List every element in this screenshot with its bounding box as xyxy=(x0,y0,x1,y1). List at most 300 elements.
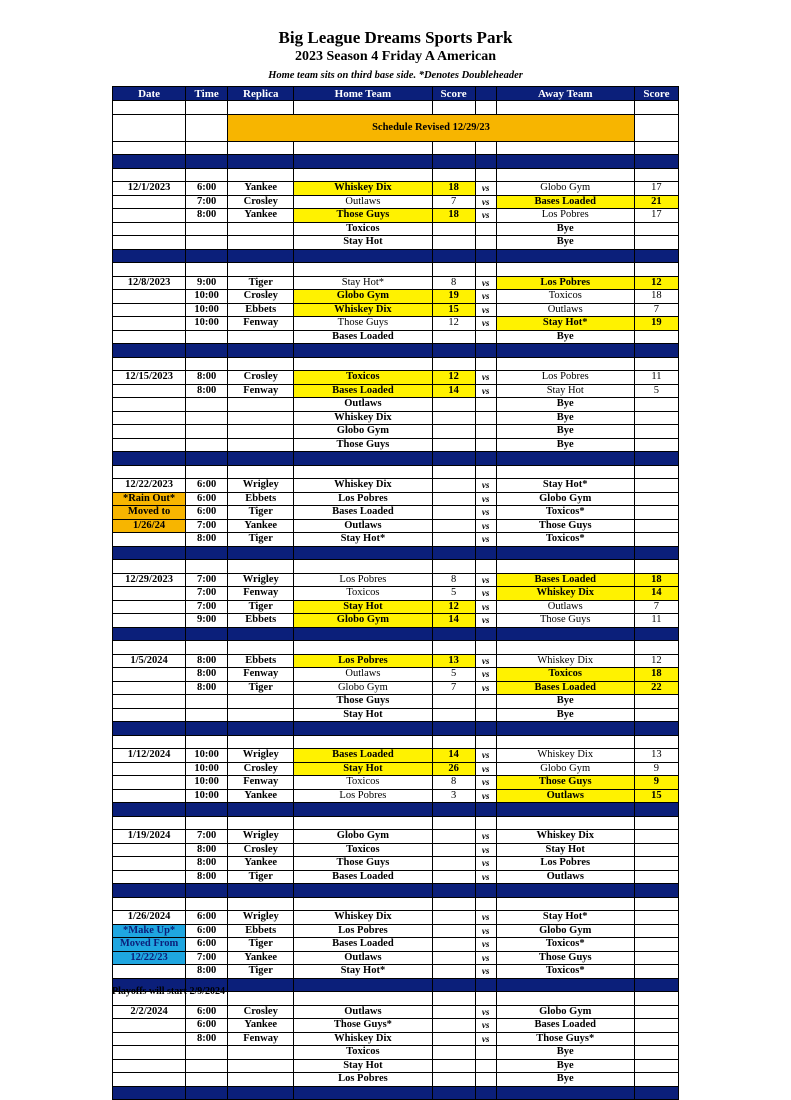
home-team-cell: Stay Hot xyxy=(294,600,432,614)
vs-cell: vs xyxy=(475,965,496,979)
home-team-cell: Toxicos xyxy=(294,587,432,601)
away-score-cell: 15 xyxy=(634,789,678,803)
away-score-cell xyxy=(634,1046,678,1060)
home-score-cell: 14 xyxy=(432,384,475,398)
date-cell xyxy=(113,195,186,209)
separator-cell xyxy=(496,249,634,263)
home-score-cell xyxy=(432,236,475,250)
home-team-cell: Stay Hot xyxy=(294,708,432,722)
separator-cell xyxy=(186,1086,228,1100)
home-score-cell: 5 xyxy=(432,587,475,601)
home-team-cell: Globo Gym xyxy=(294,830,432,844)
away-team-cell: Bases Loaded xyxy=(496,1019,634,1033)
away-team-cell: Whiskey Dix xyxy=(496,749,634,763)
replica-cell: Crosley xyxy=(228,1005,294,1019)
home-score-cell xyxy=(432,708,475,722)
game-row xyxy=(113,654,679,668)
home-score-cell: 7 xyxy=(432,195,475,209)
date-cell xyxy=(113,708,186,722)
home-team-cell: Los Pobres xyxy=(294,789,432,803)
away-team-cell: Those Guys xyxy=(496,614,634,628)
replica-cell xyxy=(228,1059,294,1073)
time-cell: 6:00 xyxy=(186,506,228,520)
away-score-cell xyxy=(634,506,678,520)
home-team-cell: Los Pobres xyxy=(294,492,432,506)
away-team-cell: Bye xyxy=(496,1059,634,1073)
away-score-cell xyxy=(634,330,678,344)
vs-cell: vs xyxy=(475,276,496,290)
vs-cell: vs xyxy=(475,371,496,385)
game-row xyxy=(113,1073,679,1087)
separator-cell xyxy=(228,249,294,263)
separator-cell xyxy=(294,1086,432,1100)
away-team-cell: Whiskey Dix xyxy=(496,654,634,668)
away-score-cell: 18 xyxy=(634,668,678,682)
home-score-cell: 15 xyxy=(432,303,475,317)
time-cell: 8:00 xyxy=(186,857,228,871)
away-team-cell: Los Pobres xyxy=(496,276,634,290)
separator-cell xyxy=(113,155,186,169)
time-cell xyxy=(186,1073,228,1087)
replica-cell: Yankee xyxy=(228,209,294,223)
game-row xyxy=(113,182,679,196)
replica-cell xyxy=(228,708,294,722)
separator-cell xyxy=(294,344,432,358)
date-cell xyxy=(113,1046,186,1060)
home-score-cell xyxy=(432,951,475,965)
col-header-date: Date xyxy=(113,87,186,101)
vs-cell: vs xyxy=(475,573,496,587)
home-team-cell: Outlaws xyxy=(294,195,432,209)
time-cell: 7:00 xyxy=(186,951,228,965)
separator-cell xyxy=(113,722,186,736)
time-cell xyxy=(186,411,228,425)
away-team-cell: Stay Hot* xyxy=(496,479,634,493)
replica-cell: Tiger xyxy=(228,870,294,884)
time-cell: 8:00 xyxy=(186,533,228,547)
separator-cell xyxy=(496,344,634,358)
replica-cell xyxy=(228,1073,294,1087)
home-score-cell: 14 xyxy=(432,749,475,763)
away-team-cell: Los Pobres xyxy=(496,857,634,871)
separator-cell xyxy=(113,249,186,263)
game-row xyxy=(113,195,679,209)
away-score-cell: 9 xyxy=(634,762,678,776)
vs-cell: vs xyxy=(475,209,496,223)
home-team-cell: Toxicos xyxy=(294,371,432,385)
separator-cell xyxy=(475,1086,496,1100)
replica-cell: Ebbets xyxy=(228,614,294,628)
separator-cell xyxy=(228,1086,294,1100)
away-team-cell: Toxicos* xyxy=(496,965,634,979)
separator-cell xyxy=(186,722,228,736)
time-cell: 6:00 xyxy=(186,182,228,196)
away-score-cell xyxy=(634,1032,678,1046)
time-cell: 8:00 xyxy=(186,843,228,857)
home-team-cell: Bases Loaded xyxy=(294,384,432,398)
separator-cell xyxy=(432,344,475,358)
home-team-cell: Stay Hot xyxy=(294,1059,432,1073)
away-score-cell xyxy=(634,911,678,925)
replica-cell: Tiger xyxy=(228,600,294,614)
game-row xyxy=(113,857,679,871)
replica-cell: Tiger xyxy=(228,681,294,695)
date-cell xyxy=(113,236,186,250)
vs-cell xyxy=(475,398,496,412)
home-team-cell: Toxicos xyxy=(294,222,432,236)
separator-cell xyxy=(634,155,678,169)
time-cell: 10:00 xyxy=(186,303,228,317)
away-team-cell: Those Guys xyxy=(496,951,634,965)
separator-cell xyxy=(228,803,294,817)
home-team-cell: Los Pobres xyxy=(294,924,432,938)
away-score-cell xyxy=(634,479,678,493)
replica-cell: Ebbets xyxy=(228,654,294,668)
away-score-cell: 21 xyxy=(634,195,678,209)
home-team-cell: Those Guys xyxy=(294,209,432,223)
vs-cell: vs xyxy=(475,668,496,682)
home-score-cell: 7 xyxy=(432,681,475,695)
game-row xyxy=(113,708,679,722)
separator-cell xyxy=(432,803,475,817)
separator-cell xyxy=(432,546,475,560)
blank-row xyxy=(113,816,679,830)
away-team-cell: Bases Loaded xyxy=(496,573,634,587)
date-cell xyxy=(113,209,186,223)
date-cell: 12/8/2023 xyxy=(113,276,186,290)
time-cell: 8:00 xyxy=(186,371,228,385)
home-score-cell xyxy=(432,938,475,952)
vs-cell: vs xyxy=(475,195,496,209)
date-cell xyxy=(113,533,186,547)
game-row xyxy=(113,384,679,398)
week-separator-bar xyxy=(113,803,679,817)
replica-cell: Crosley xyxy=(228,371,294,385)
separator-cell xyxy=(294,249,432,263)
schedule-revised-banner: Schedule Revised 12/29/23 xyxy=(228,114,635,141)
vs-cell: vs xyxy=(475,519,496,533)
separator-cell xyxy=(228,627,294,641)
game-row xyxy=(113,533,679,547)
replica-cell: Fenway xyxy=(228,668,294,682)
home-score-cell xyxy=(432,479,475,493)
game-row xyxy=(113,276,679,290)
away-score-cell: 18 xyxy=(634,290,678,304)
vs-cell xyxy=(475,330,496,344)
away-score-cell xyxy=(634,843,678,857)
time-cell xyxy=(186,1059,228,1073)
separator-cell xyxy=(186,452,228,466)
time-cell: 8:00 xyxy=(186,384,228,398)
away-score-cell: 11 xyxy=(634,614,678,628)
schedule-table-container xyxy=(112,86,679,1100)
home-score-cell xyxy=(432,398,475,412)
time-cell xyxy=(186,695,228,709)
time-cell: 7:00 xyxy=(186,573,228,587)
away-team-cell: Bases Loaded xyxy=(496,195,634,209)
separator-cell xyxy=(496,884,634,898)
separator-cell xyxy=(228,155,294,169)
separator-cell xyxy=(228,344,294,358)
time-cell: 10:00 xyxy=(186,290,228,304)
game-row xyxy=(113,398,679,412)
separator-cell xyxy=(186,546,228,560)
separator-cell xyxy=(634,1086,678,1100)
date-cell: 1/26/24 xyxy=(113,519,186,533)
separator-cell xyxy=(475,249,496,263)
game-row xyxy=(113,681,679,695)
week-separator-bar xyxy=(113,722,679,736)
replica-cell: Wrigley xyxy=(228,830,294,844)
home-score-cell xyxy=(432,830,475,844)
away-team-cell: Globo Gym xyxy=(496,1005,634,1019)
replica-cell xyxy=(228,222,294,236)
column-header-row xyxy=(113,87,679,101)
home-team-cell: Globo Gym xyxy=(294,290,432,304)
schedule-body xyxy=(113,101,679,1100)
separator-cell xyxy=(432,249,475,263)
time-cell: 7:00 xyxy=(186,519,228,533)
date-cell xyxy=(113,681,186,695)
separator-cell xyxy=(475,884,496,898)
home-team-cell: Whiskey Dix xyxy=(294,479,432,493)
date-cell xyxy=(113,695,186,709)
game-row xyxy=(113,587,679,601)
separator-cell xyxy=(113,627,186,641)
replica-cell: Fenway xyxy=(228,317,294,331)
away-score-cell xyxy=(634,492,678,506)
date-cell: *Make Up* xyxy=(113,924,186,938)
vs-cell: vs xyxy=(475,776,496,790)
separator-cell xyxy=(634,803,678,817)
time-cell: 6:00 xyxy=(186,911,228,925)
home-team-cell: Outlaws xyxy=(294,951,432,965)
home-team-cell: Outlaws xyxy=(294,668,432,682)
home-team-cell: Whiskey Dix xyxy=(294,303,432,317)
date-cell xyxy=(113,762,186,776)
date-cell: 12/1/2023 xyxy=(113,182,186,196)
separator-cell xyxy=(475,344,496,358)
away-team-cell: Bye xyxy=(496,438,634,452)
home-score-cell: 26 xyxy=(432,762,475,776)
time-cell: 8:00 xyxy=(186,681,228,695)
separator-cell xyxy=(186,155,228,169)
home-score-cell xyxy=(432,506,475,520)
week-separator-bar xyxy=(113,546,679,560)
time-cell xyxy=(186,222,228,236)
game-row xyxy=(113,209,679,223)
replica-cell xyxy=(228,1046,294,1060)
replica-cell: Crosley xyxy=(228,843,294,857)
vs-cell xyxy=(475,425,496,439)
away-team-cell: Toxicos* xyxy=(496,938,634,952)
separator-cell xyxy=(432,722,475,736)
separator-cell xyxy=(475,155,496,169)
date-cell xyxy=(113,411,186,425)
home-score-cell xyxy=(432,924,475,938)
time-cell: 8:00 xyxy=(186,668,228,682)
vs-cell: vs xyxy=(475,749,496,763)
replica-cell xyxy=(228,695,294,709)
home-score-cell: 8 xyxy=(432,776,475,790)
separator-cell xyxy=(432,884,475,898)
away-team-cell: Bye xyxy=(496,1046,634,1060)
date-cell xyxy=(113,1019,186,1033)
away-score-cell xyxy=(634,708,678,722)
week-separator-bar xyxy=(113,249,679,263)
blank-row xyxy=(113,465,679,479)
separator-cell xyxy=(634,978,678,992)
date-cell: 1/26/2024 xyxy=(113,911,186,925)
date-cell: 12/29/2023 xyxy=(113,573,186,587)
home-team-cell: Those Guys* xyxy=(294,1019,432,1033)
game-row xyxy=(113,1059,679,1073)
separator-cell xyxy=(634,627,678,641)
blank-row xyxy=(113,101,679,115)
vs-cell xyxy=(475,411,496,425)
separator-cell xyxy=(432,452,475,466)
separator-cell xyxy=(113,344,186,358)
time-cell xyxy=(186,330,228,344)
vs-cell: vs xyxy=(475,1032,496,1046)
home-score-cell xyxy=(432,1019,475,1033)
away-score-cell xyxy=(634,411,678,425)
vs-cell xyxy=(475,222,496,236)
vs-cell: vs xyxy=(475,182,496,196)
separator-cell xyxy=(496,627,634,641)
away-team-cell: Globo Gym xyxy=(496,924,634,938)
date-cell xyxy=(113,384,186,398)
separator-cell xyxy=(186,344,228,358)
home-team-cell: Those Guys xyxy=(294,857,432,871)
replica-cell xyxy=(228,236,294,250)
away-team-cell: Stay Hot* xyxy=(496,317,634,331)
home-score-cell: 18 xyxy=(432,182,475,196)
vs-cell xyxy=(475,708,496,722)
game-row xyxy=(113,776,679,790)
col-header-home-team: Home Team xyxy=(294,87,432,101)
home-score-cell xyxy=(432,411,475,425)
away-team-cell: Los Pobres xyxy=(496,371,634,385)
time-cell: 6:00 xyxy=(186,1019,228,1033)
time-cell: 10:00 xyxy=(186,317,228,331)
away-score-cell xyxy=(634,425,678,439)
replica-cell: Yankee xyxy=(228,857,294,871)
game-row xyxy=(113,762,679,776)
away-score-cell xyxy=(634,1073,678,1087)
time-cell: 6:00 xyxy=(186,924,228,938)
replica-cell: Ebbets xyxy=(228,924,294,938)
vs-cell: vs xyxy=(475,762,496,776)
home-score-cell xyxy=(432,1005,475,1019)
away-score-cell xyxy=(634,438,678,452)
away-team-cell: Bye xyxy=(496,411,634,425)
vs-cell: vs xyxy=(475,681,496,695)
date-cell: Moved to xyxy=(113,506,186,520)
home-team-cell: Toxicos xyxy=(294,843,432,857)
separator-cell xyxy=(634,546,678,560)
separator-cell xyxy=(113,884,186,898)
away-team-cell: Bye xyxy=(496,1073,634,1087)
time-cell: 6:00 xyxy=(186,492,228,506)
vs-cell: vs xyxy=(475,384,496,398)
home-score-cell xyxy=(432,492,475,506)
away-team-cell: Toxicos* xyxy=(496,533,634,547)
game-row xyxy=(113,519,679,533)
home-team-cell: Those Guys xyxy=(294,317,432,331)
replica-cell: Tiger xyxy=(228,506,294,520)
away-team-cell: Toxicos xyxy=(496,290,634,304)
game-row xyxy=(113,870,679,884)
away-score-cell xyxy=(634,236,678,250)
time-cell: 10:00 xyxy=(186,789,228,803)
schedule-table xyxy=(112,86,679,1100)
vs-cell xyxy=(475,438,496,452)
separator-cell xyxy=(228,722,294,736)
time-cell xyxy=(186,1046,228,1060)
separator-cell xyxy=(496,803,634,817)
home-team-cell: Whiskey Dix xyxy=(294,911,432,925)
separator-cell xyxy=(475,722,496,736)
time-cell: 8:00 xyxy=(186,654,228,668)
separator-cell xyxy=(432,1086,475,1100)
replica-cell: Yankee xyxy=(228,1019,294,1033)
home-score-cell: 8 xyxy=(432,276,475,290)
game-row xyxy=(113,1019,679,1033)
away-team-cell: Outlaws xyxy=(496,303,634,317)
vs-cell: vs xyxy=(475,789,496,803)
away-team-cell: Toxicos xyxy=(496,668,634,682)
game-row xyxy=(113,843,679,857)
time-cell xyxy=(186,708,228,722)
game-row xyxy=(113,371,679,385)
game-row xyxy=(113,749,679,763)
separator-cell xyxy=(294,803,432,817)
home-score-cell xyxy=(432,330,475,344)
vs-cell: vs xyxy=(475,1005,496,1019)
date-cell xyxy=(113,1059,186,1073)
away-score-cell xyxy=(634,222,678,236)
game-row xyxy=(113,789,679,803)
vs-cell: vs xyxy=(475,654,496,668)
separator-cell xyxy=(496,155,634,169)
game-row xyxy=(113,695,679,709)
vs-cell xyxy=(475,1046,496,1060)
home-team-cell: Stay Hot* xyxy=(294,276,432,290)
away-team-cell: Bye xyxy=(496,708,634,722)
separator-cell xyxy=(634,249,678,263)
home-team-cell: Bases Loaded xyxy=(294,938,432,952)
home-score-cell xyxy=(432,425,475,439)
date-cell xyxy=(113,317,186,331)
date-cell xyxy=(113,303,186,317)
away-team-cell: Stay Hot xyxy=(496,843,634,857)
blank-row xyxy=(113,735,679,749)
date-cell xyxy=(113,438,186,452)
replica-cell: Fenway xyxy=(228,776,294,790)
vs-cell: vs xyxy=(475,317,496,331)
game-row xyxy=(113,614,679,628)
away-score-cell xyxy=(634,1019,678,1033)
col-header-time: Time xyxy=(186,87,228,101)
time-cell: 10:00 xyxy=(186,762,228,776)
week-separator-bar xyxy=(113,884,679,898)
away-score-cell: 7 xyxy=(634,303,678,317)
away-team-cell: Bye xyxy=(496,330,634,344)
date-cell: 1/19/2024 xyxy=(113,830,186,844)
date-cell: 2/2/2024 xyxy=(113,1005,186,1019)
away-score-cell xyxy=(634,924,678,938)
